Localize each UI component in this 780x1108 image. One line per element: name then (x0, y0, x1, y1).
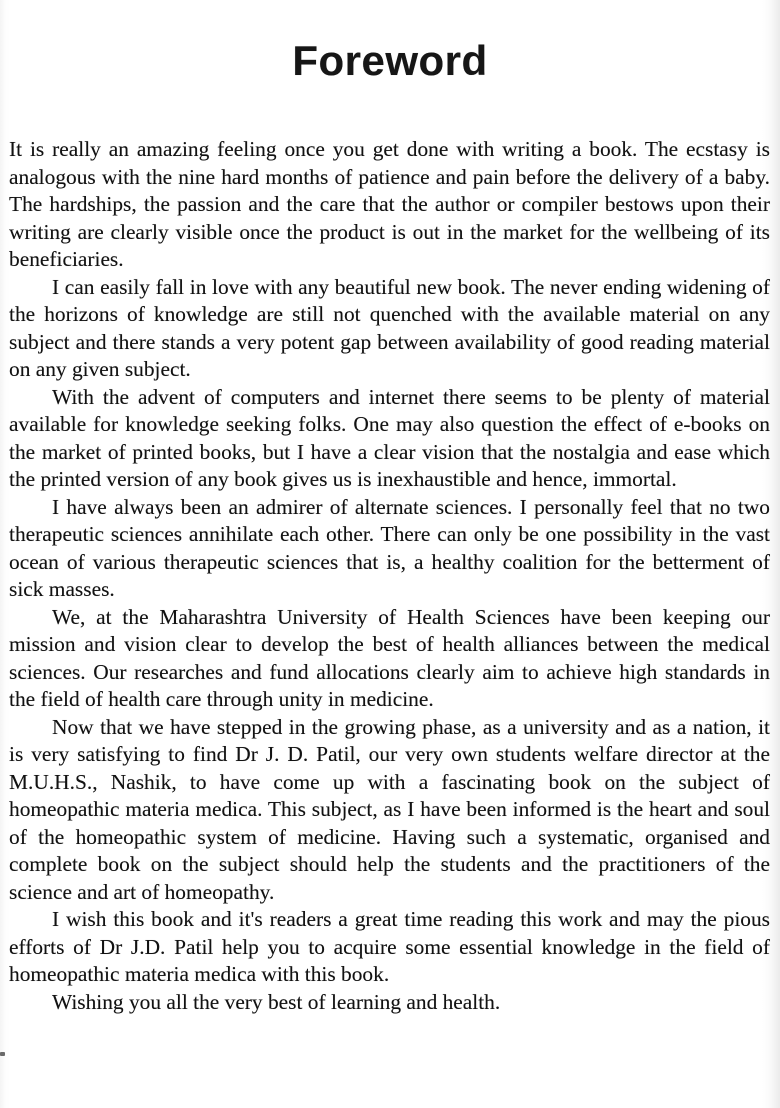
foreword-body (9, 136, 770, 1016)
paragraph-2: I can easily fall in love with any beautiful new book. The never ending widening of the horizons of knowledge are still not quenched with the available material on any subject and there stands a very potent gap between availability of good reading material on any given subject. (9, 274, 770, 382)
paragraph-7: I wish this book and it's readers a great time reading this work and may the pious efforts of Dr J.D. Patil help you to acquire some essential knowledge in the field of homeopathic materia medica with this book. (9, 907, 770, 987)
paragraph-3: With the advent of computers and internet there seems to be plenty of material available for knowledge seeking folks. One may also question the effect of e-books on the market of printed books, but I have a clear vision that the nostalgia and ease which the printed version of any book gives us is inexhaustible and hence, immortal. (9, 384, 770, 492)
paragraph-1: It is really an amazing feeling once you get done with writing a book. The ecstasy is analogous with the nine hard months of patience and pain before the delivery of a baby. The hardships, the passion and the care that the author or compiler bestows upon their writing are clearly visible once the product is out in the market for the wellbeing of its beneficiaries. (9, 137, 770, 272)
paragraph-4: I have always been an admirer of alternate sciences. I personally feel that no two therapeutic sciences annihilate each other. There can only be one possibility in the vast ocean of various therapeutic sciences that is, a healthy coalition for the betterment of sick masses. (9, 494, 770, 602)
page-title: Foreword (292, 37, 488, 84)
paragraph-8: Wishing you all the very best of learning and health. (52, 989, 501, 1014)
paragraph-6: Now that we have stepped in the growing phase, as a university and as a nation, it is very satisfying to find Dr J. D. Patil, our very own students welfare director at the M.U.H.S., Nashik, to have come up with a fascinating book on the subject of homeopathic materia medica. This subject, as I have been informed is the heart and soul of the homeopathic system of medicine. Having such a systematic, organised and complete book on the subject should help the students and the practitioners of the science and art of homeopathy. (9, 714, 770, 904)
scan-edge-artifact (0, 1052, 5, 1056)
paragraph-5: We, at the Maharashtra University of Health Sciences have been keeping our mission and vision clear to develop the best of health alliances between the medical sciences. Our researches and fund allocations clearly aim to achieve high standards in the field of health care through unity in medicine. (9, 604, 770, 712)
